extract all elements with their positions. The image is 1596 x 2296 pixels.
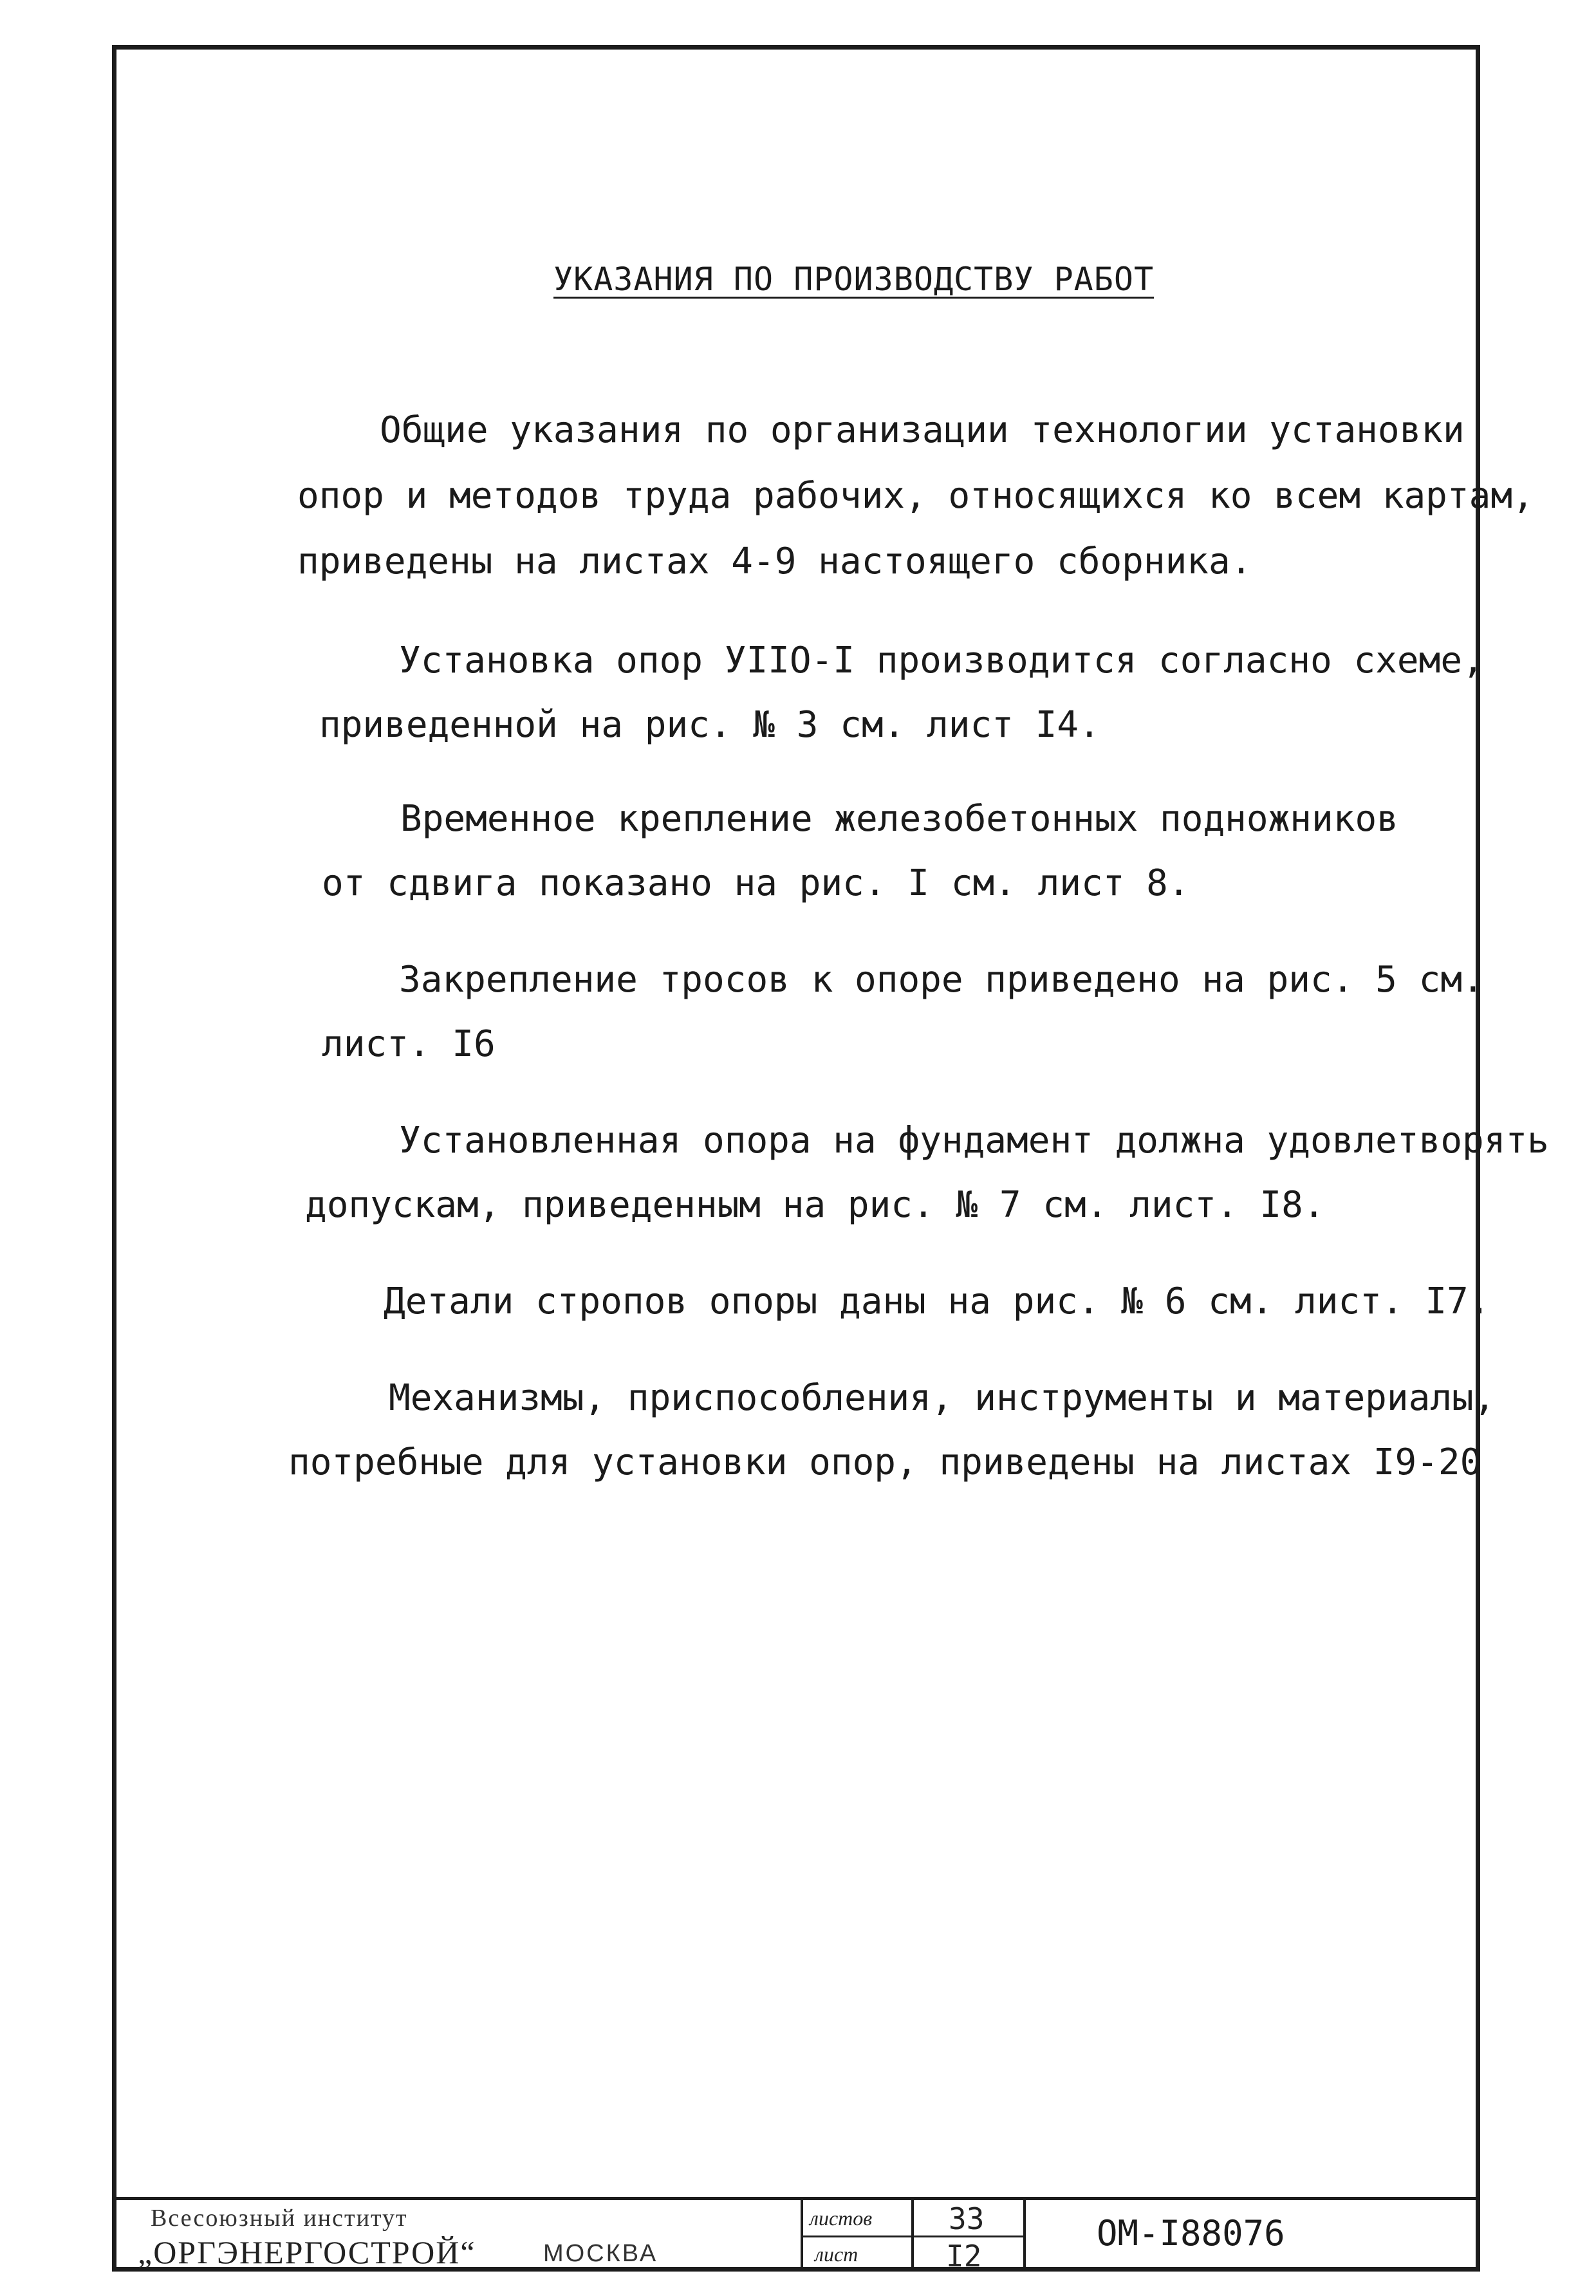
text-line: опор и методов труда рабочих, относящихся ко всем картам, [297, 475, 1534, 517]
stamp-divider [801, 2236, 1025, 2237]
text-line: Общие указания по организации технологии установки [380, 409, 1465, 451]
institute-name: Всесоюзный институт [151, 2205, 408, 2232]
text-line: Установка опор УIIО-I производится согласно схеме, [399, 640, 1484, 681]
text-line: лист. I6 [322, 1023, 496, 1065]
city-label: МОСКВА [543, 2240, 658, 2267]
sheet-label: лист [815, 2243, 858, 2266]
document-number: ОМ-I88076 [1097, 2213, 1285, 2254]
text-line: потребные для установки опор, приведены на листах I9-20 [288, 1441, 1482, 1483]
text-line: Закрепление тросов к опоре приведено на рис. 5 см. [399, 959, 1484, 1001]
sheets-label: листов [810, 2207, 873, 2230]
sheet-value: I2 [946, 2239, 982, 2273]
text-line: Механизмы, приспособления, инструменты и материалы, [389, 1377, 1496, 1419]
title-block [112, 2197, 1480, 2272]
text-line: приведенной на рис. № 3 см. лист I4. [319, 704, 1100, 746]
text-line: Детали стропов опоры даны на рис. № 6 см. лист. I7. [384, 1281, 1490, 1322]
text-line: Установленная опора на фундамент должна удовлетворять [399, 1120, 1549, 1162]
sheets-value: 33 [949, 2201, 985, 2236]
text-line: от сдвига показано на рис. I см. лист 8. [322, 862, 1190, 904]
document-title: УКАЗАНИЯ ПО ПРОИЗВОДСТВУ РАБОТ [553, 261, 1155, 298]
text-line: допускам, приведенным на рис. № 7 см. лист. I8. [305, 1184, 1325, 1226]
text-line: приведены на листах 4-9 настоящего сборника. [297, 541, 1252, 582]
text-line: Временное крепление железобетонных подножников [400, 798, 1398, 840]
institute-org: „ОРГЭНЕРГОСТРОЙ“ [138, 2234, 476, 2270]
